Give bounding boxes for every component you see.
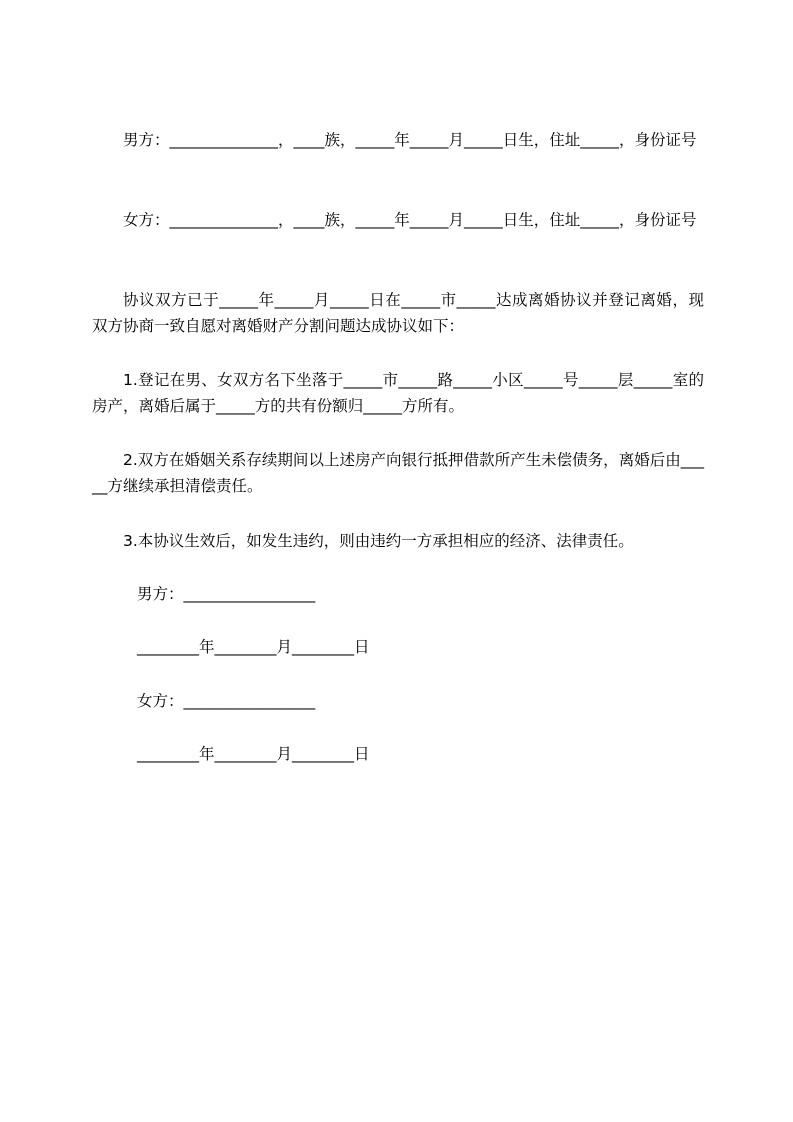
male-party-paragraph: 男方：______________，____族，_____年_____月_____日生，住址_____，身份证号	[123, 131, 697, 149]
male-date-line: ________年________月________日	[137, 638, 370, 656]
clause-3-liability: 3.本协议生效后，如发生违约，则由违约一方承担相应的经济、法律责任。	[123, 532, 634, 550]
clause-1-property: 1.登记在男、女双方名下坐落于_____市_____路_____小区_____号_____层_____室的房产，离婚后属于_____方的共有份额归_____方所有。	[92, 371, 704, 415]
agreement-intro-paragraph: 协议双方已于_____年_____月_____日在_____市_____达成离婚协议并登记离婚，现双方协商一致自愿对离婚财产分割问题达成协议如下：	[92, 291, 704, 335]
female-signature-line: 女方：_________________	[137, 692, 316, 710]
male-signature-line: 男方：_________________	[137, 585, 316, 603]
female-party-paragraph: 女方：______________，____族，_____年_____月_____日生，住址_____，身份证号	[123, 211, 697, 229]
clause-2-debt: 2.双方在婚姻关系存续期间以上述房产向银行抵押借款所产生未偿债务，离婚后由_____方继续承担清偿责任。	[92, 451, 704, 495]
female-date-line: ________年________月________日	[137, 745, 370, 763]
